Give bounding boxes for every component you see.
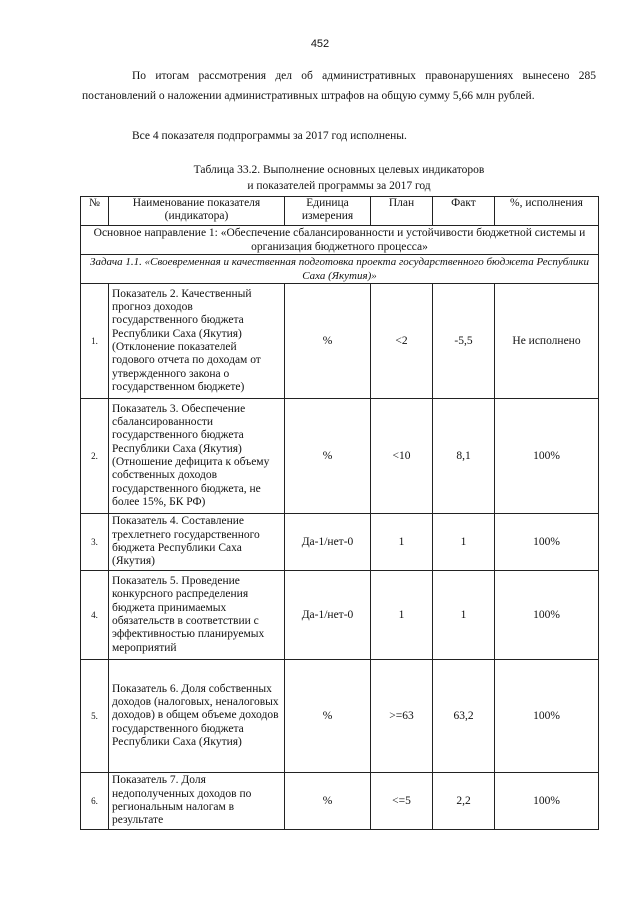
- row-num: 4.: [81, 571, 109, 660]
- row-num: 1.: [81, 284, 109, 399]
- caption-line-2: и показателей программы за 2017 год: [247, 180, 431, 192]
- header-num: №: [81, 197, 109, 226]
- row-percent: 100%: [495, 571, 599, 660]
- row-num: 2.: [81, 399, 109, 514]
- table-row: [81, 571, 599, 660]
- paragraph-penalties: По итогам рассмотрения дел об административных правонарушениях вынесено 285 постановлений о наложении административных штрафов на общую сумму 5,66 млн рублей.: [82, 70, 596, 102]
- row-percent: Не исполнено: [495, 284, 599, 399]
- row-name: Показатель 4. Составление трехлетнего государственного бюджета Республики Саха (Якутия): [109, 514, 285, 571]
- row-num: 6.: [81, 773, 109, 830]
- direction-text: Основное направление 1: «Обеспечение сбалансированности и устойчивости бюджетной системы и организация бюджетного процесса»: [81, 226, 599, 255]
- row-name: Показатель 2. Качественный прогноз доходов государственного бюджета Республики Саха (Якутия) (Отклонение показателей годового отчета по доходам от утвержденного закона о государственном бюджете): [109, 284, 285, 399]
- table-header-row: [81, 197, 599, 226]
- row-name: Показатель 5. Проведение конкурсного распределения бюджета принимаемых обязательств в соответствии с эффективностью планируемых мероприятий: [109, 571, 285, 660]
- row-name: Показатель 6. Доля собственных доходов (налоговых, неналоговых доходов) в общем объеме доходов государственного бюджета Республики Саха (Якутия): [109, 660, 285, 773]
- header-percent: %, исполнения: [495, 197, 599, 226]
- row-fact: -5,5: [433, 284, 495, 399]
- paragraph-indicators: Все 4 показателя подпрограммы за 2017 год исполнены.: [132, 130, 407, 142]
- task-text: Задача 1.1. «Своевременная и качественная подготовка проекта государственного бюджета Республики Саха (Якутия)»: [81, 255, 599, 284]
- row-plan: >=63: [371, 660, 433, 773]
- row-plan: <2: [371, 284, 433, 399]
- row-fact: 1: [433, 571, 495, 660]
- row-plan: 1: [371, 571, 433, 660]
- header-name: Наименование показателя (индикатора): [109, 197, 285, 226]
- row-fact: 1: [433, 514, 495, 571]
- table-row: [81, 660, 599, 773]
- row-name: Показатель 3. Обеспечение сбалансированности государственного бюджета Республики Саха (Якутия) (Отношение дефицита к объему собственных доходов государственного бюджета, не более 15%, БК РФ): [109, 399, 285, 514]
- row-fact: 63,2: [433, 660, 495, 773]
- row-unit: %: [285, 773, 371, 830]
- row-plan: <10: [371, 399, 433, 514]
- row-unit: Да-1/нет-0: [285, 514, 371, 571]
- row-num: 3.: [81, 514, 109, 571]
- row-name: Показатель 7. Доля недополученных доходов по региональным налогам в результате: [109, 773, 285, 830]
- table-row: [81, 284, 599, 399]
- task-row: [81, 255, 599, 284]
- indicators-table: [80, 196, 599, 830]
- header-fact: Факт: [433, 197, 495, 226]
- row-percent: 100%: [495, 660, 599, 773]
- row-percent: 100%: [495, 399, 599, 514]
- row-fact: 2,2: [433, 773, 495, 830]
- caption-line-1: Таблица 33.2. Выполнение основных целевых индикаторов: [193, 164, 485, 176]
- direction-row: [81, 226, 599, 255]
- header-plan: План: [371, 197, 433, 226]
- row-fact: 8,1: [433, 399, 495, 514]
- table-row: [81, 399, 599, 514]
- row-plan: <=5: [371, 773, 433, 830]
- row-unit: Да-1/нет-0: [285, 571, 371, 660]
- table-caption: [82, 162, 596, 194]
- page-number: 452: [310, 38, 330, 50]
- row-num: 5.: [81, 660, 109, 773]
- table-row: [81, 514, 599, 571]
- row-percent: 100%: [495, 773, 599, 830]
- row-plan: 1: [371, 514, 433, 571]
- table-row: [81, 773, 599, 830]
- row-unit: %: [285, 284, 371, 399]
- row-percent: 100%: [495, 514, 599, 571]
- header-unit: Единица измерения: [285, 197, 371, 226]
- row-unit: %: [285, 399, 371, 514]
- row-unit: %: [285, 660, 371, 773]
